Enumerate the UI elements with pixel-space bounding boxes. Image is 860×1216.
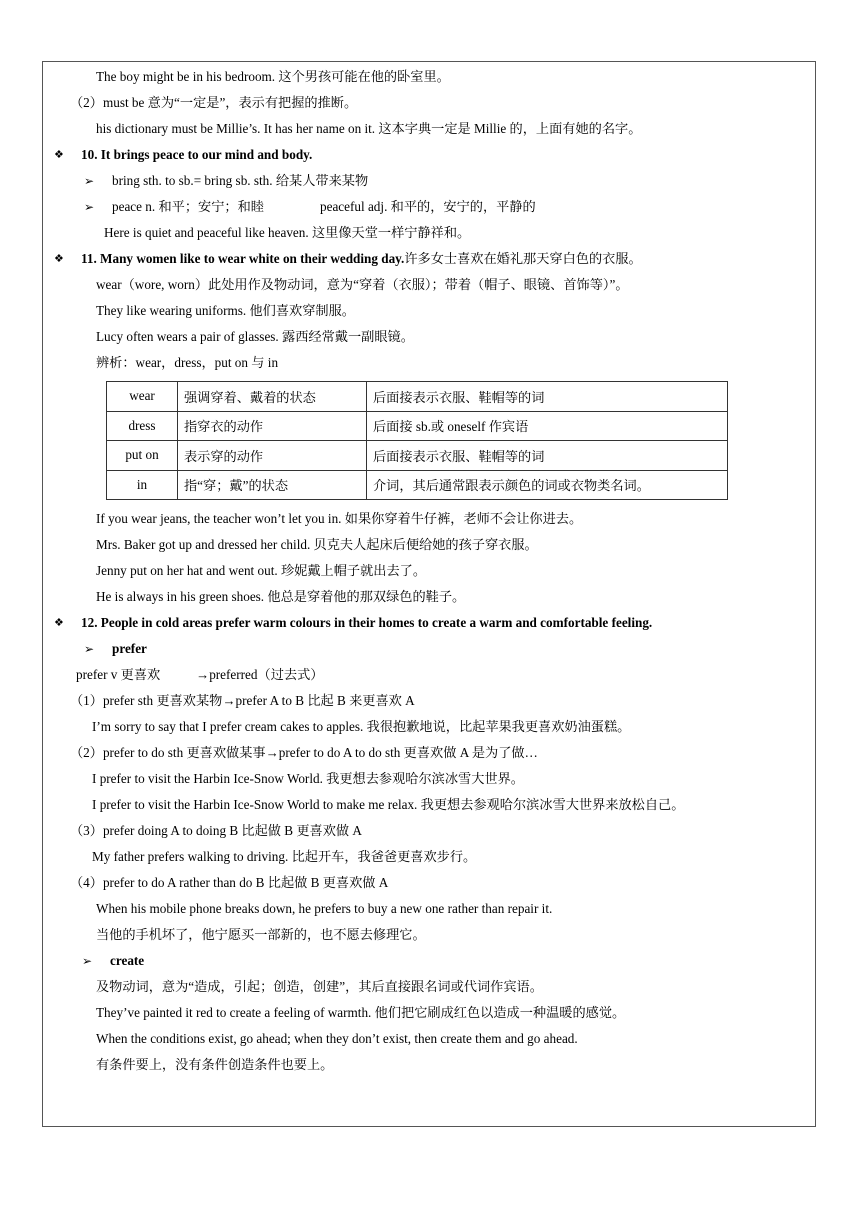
example-line: If you wear jeans, the teacher won’t let you in. 如果你穿着牛仔裤，老师不会让你进去。 (96, 511, 583, 526)
table-cell: 指“穿；戴”的状态 (178, 470, 367, 500)
rule-line: →preferred（过去式） (196, 667, 324, 682)
table-cell: 介词，其后通常跟表示颜色的词或衣物类名词。 (367, 470, 728, 500)
section-heading-10: 10. It brings peace to our mind and body. (81, 147, 313, 162)
heading-english: 11. Many women like to wear white on their wedding day. (81, 251, 405, 266)
table-cell: dress (107, 411, 178, 441)
example-line: Lucy often wears a pair of glasses. 露西经常戴一副眼镜。 (96, 329, 414, 344)
table-cell: 后面接表示衣服、鞋帽等的词 (367, 382, 728, 412)
rule-line: 及物动词，意为“造成，引起；创造，创建”，其后直接跟名词或代词作宾语。 (96, 979, 543, 994)
diamond-bullet-icon: ❖ (54, 253, 64, 265)
rule-line: （2）must be 意为“一定是”，表示有把握的推断。 (70, 95, 358, 110)
subheading-create: create (110, 953, 145, 968)
table-cell: 后面接 sb.或 oneself 作宾语 (367, 411, 728, 441)
table-cell: 后面接表示衣服、鞋帽等的词 (367, 441, 728, 471)
arrow-bullet-icon: ➢ (82, 954, 93, 968)
example-line: his dictionary must be Millie’s. It has her name on it. 这本字典一定是 Millie 的，上面有她的名字。 (96, 121, 642, 136)
diamond-bullet-icon: ❖ (54, 149, 64, 161)
example-line: I prefer to visit the Harbin Ice-Snow World. 我更想去参观哈尔滨冰雪大世界。 (92, 771, 524, 786)
example-line: He is always in his green shoes. 他总是穿着他的那双绿色的鞋子。 (96, 589, 466, 604)
rule-line: （3）prefer doing A to doing B 比起做 B 更喜欢做 A (70, 823, 362, 838)
rule-line: peaceful adj. 和平的，安宁的，平静的 (320, 199, 536, 214)
example-line: When his mobile phone breaks down, he prefers to buy a new one rather than repair it. (96, 901, 553, 916)
table-row (107, 382, 728, 412)
comparison-table (106, 381, 728, 500)
example-line: I prefer to visit the Harbin Ice-Snow World to make me relax. 我更想去参观哈尔滨冰雪大世界来放松自己。 (92, 797, 685, 812)
arrow-bullet-icon: ➢ (84, 642, 95, 656)
example-line: Jenny put on her hat and went out. 珍妮戴上帽子就出去了。 (96, 563, 427, 578)
example-line: Mrs. Baker got up and dressed her child. 贝克夫人起床后便给她的孩子穿衣服。 (96, 537, 538, 552)
example-line: Here is quiet and peaceful like heaven. 这里像天堂一样宁静祥和。 (104, 225, 471, 240)
rule-line: wear（wore, worn）此处用作及物动词，意为“穿着（衣服）；带着（帽子、眼镜、首饰等）”。 (96, 277, 629, 292)
example-line: My father prefers walking to driving. 比起开车，我爸爸更喜欢步行。 (92, 849, 477, 864)
example-line: They’ve painted it red to create a feeling of warmth. 他们把它刷成红色以造成一种温暖的感觉。 (96, 1005, 626, 1020)
rule-line: peace n. 和平；安宁；和睦 (112, 199, 264, 214)
rule-line: （1）prefer sth 更喜欢某物→prefer A to B 比起 B 来更喜欢 A (70, 693, 415, 708)
heading-chinese: 许多女士喜欢在婚礼那天穿白色的衣服。 (404, 251, 642, 266)
example-line: When the conditions exist, go ahead; when they don’t exist, then create them and go ahead. (96, 1031, 578, 1046)
table-cell: wear (107, 382, 178, 412)
example-line: The boy might be in his bedroom. 这个男孩可能在他的卧室里。 (96, 69, 450, 84)
diamond-bullet-icon: ❖ (54, 617, 64, 629)
rule-line: prefer v 更喜欢 (76, 667, 161, 682)
table-cell: 指穿衣的动作 (178, 411, 367, 441)
example-line: I’m sorry to say that I prefer cream cakes to apples. 我很抱歉地说，比起苹果我更喜欢奶油蛋糕。 (92, 719, 631, 734)
example-line: They like wearing uniforms. 他们喜欢穿制服。 (96, 303, 355, 318)
section-heading-11 (81, 250, 642, 268)
rule-line: bring sth. to sb.= bring sb. sth. 给某人带来某物 (112, 173, 369, 188)
subheading-prefer: prefer (112, 641, 147, 656)
comparison-title: 辨析：wear，dress，put on 与 in (96, 355, 279, 370)
example-line: 当他的手机坏了，他宁愿买一部新的，也不愿去修理它。 (96, 927, 426, 942)
arrow-bullet-icon: ➢ (84, 200, 95, 214)
table-cell: 表示穿的动作 (178, 441, 367, 471)
table-row (107, 441, 728, 471)
rule-line: （4）prefer to do A rather than do B 比起做 B 更喜欢做 A (70, 875, 389, 890)
rule-line: （2）prefer to do sth 更喜欢做某事→prefer to do A to do sth 更喜欢做 A 是为了做… (70, 745, 538, 760)
table-cell: in (107, 470, 178, 500)
arrow-bullet-icon: ➢ (84, 174, 95, 188)
table-cell: put on (107, 441, 178, 471)
table-row (107, 411, 728, 441)
section-heading-12: 12. People in cold areas prefer warm colours in their homes to create a warm and comfortable feeling. (81, 615, 653, 630)
example-line: 有条件要上，没有条件创造条件也要上。 (96, 1057, 334, 1072)
table-row (107, 470, 728, 500)
table-cell: 强调穿着、戴着的状态 (178, 382, 367, 412)
